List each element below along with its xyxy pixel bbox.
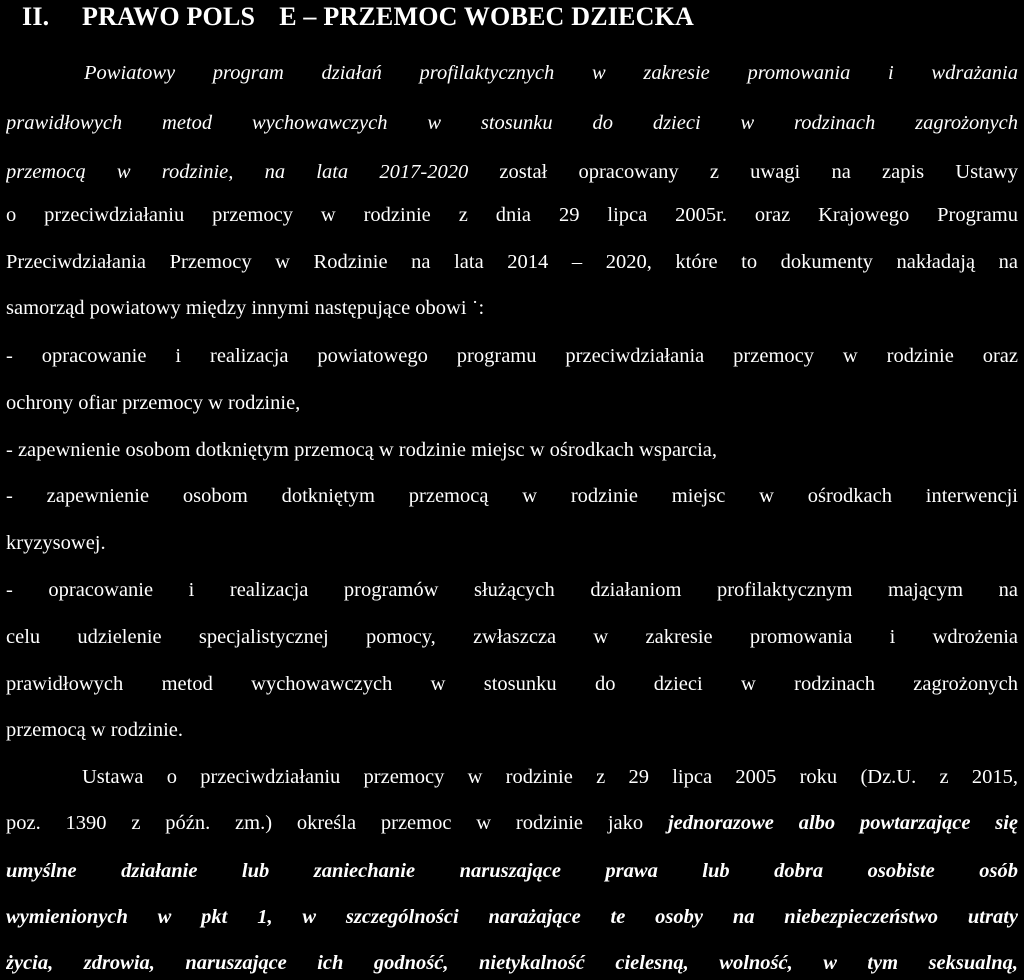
paragraph-line-6: samorząd powiatowy między innymi następujące obowi ˙: bbox=[6, 297, 485, 319]
paragraph2-line-4: wymienionych w pkt 1, w szczególności narażające te osoby na niebezpieczeństwo utraty bbox=[6, 906, 1018, 928]
paragraph-line-4: o przeciwdziałaniu przemocy w rodzinie z dnia 29 lipca 2005r. oraz Krajowego Programu bbox=[6, 204, 1018, 226]
paragraph-line-3: przemocą w rodzinie, na lata 2017-2020 został opracowany z uwagi na zapis Ustawy bbox=[6, 161, 1018, 183]
paragraph-line-5: Przeciwdziałania Przemocy w Rodzinie na lata 2014 – 2020, które to dokumenty nakładają na bbox=[6, 251, 1018, 273]
paragraph2-line-1: Ustawa o przeciwdziałaniu przemocy w rodzinie z 29 lipca 2005 roku (Dz.U. z 2015, bbox=[82, 766, 1018, 788]
list-item-3-line-2: kryzysowej. bbox=[6, 532, 106, 554]
list-item-4-line-1: - opracowanie i realizacja programów służących działaniom profilaktycznym mającym na bbox=[6, 579, 1018, 601]
section-heading bbox=[22, 0, 694, 34]
list-item-2: - zapewnienie osobom dotkniętym przemocą w rodzinie miejsc w ośrodkach wsparcia, bbox=[6, 439, 718, 461]
paragraph-line-2: prawidłowych metod wychowawczych w stosunku do dzieci w rodzinach zagrożonych bbox=[6, 112, 1018, 134]
list-item-3-line-1: - zapewnienie osobom dotkniętym przemocą w rodzinie miejsc w ośrodkach interwencji bbox=[6, 485, 1018, 507]
list-item-1-line-2: ochrony ofiar przemocy w rodzinie, bbox=[6, 392, 301, 414]
heading-text-right: E – PRZEMOC WOBEC DZIECKA bbox=[279, 2, 694, 31]
paragraph-line-1: Powiatowy program działań profilaktycznych w zakresie promowania i wdrażania bbox=[84, 62, 1018, 84]
list-item-1-line-1: - opracowanie i realizacja powiatowego programu przeciwdziałania przemocy w rodzinie oraz bbox=[6, 345, 1018, 367]
section-number: II. bbox=[22, 2, 50, 31]
paragraph2-line-2: poz. 1390 z późn. zm.) określa przemoc w rodzinie jako jednorazowe albo powtarzające się bbox=[6, 812, 1018, 834]
heading-text-left: PRAWO POLS bbox=[82, 2, 256, 31]
list-item-4-line-2: celu udzielenie specjalistycznej pomocy, zwłaszcza w zakresie promowania i wdrożenia bbox=[6, 626, 1018, 648]
paragraph2-line-3: umyślne działanie lub zaniechanie naruszające prawa lub dobra osobiste osób bbox=[6, 860, 1018, 882]
list-item-4-line-4: przemocą w rodzinie. bbox=[6, 719, 184, 741]
paragraph2-line-5: życia, zdrowia, naruszające ich godność, nietykalność cielesną, wolność, w tym seksualną, bbox=[6, 952, 1018, 974]
list-item-4-line-3: prawidłowych metod wychowawczych w stosunku do dzieci w rodzinach zagrożonych bbox=[6, 673, 1018, 695]
